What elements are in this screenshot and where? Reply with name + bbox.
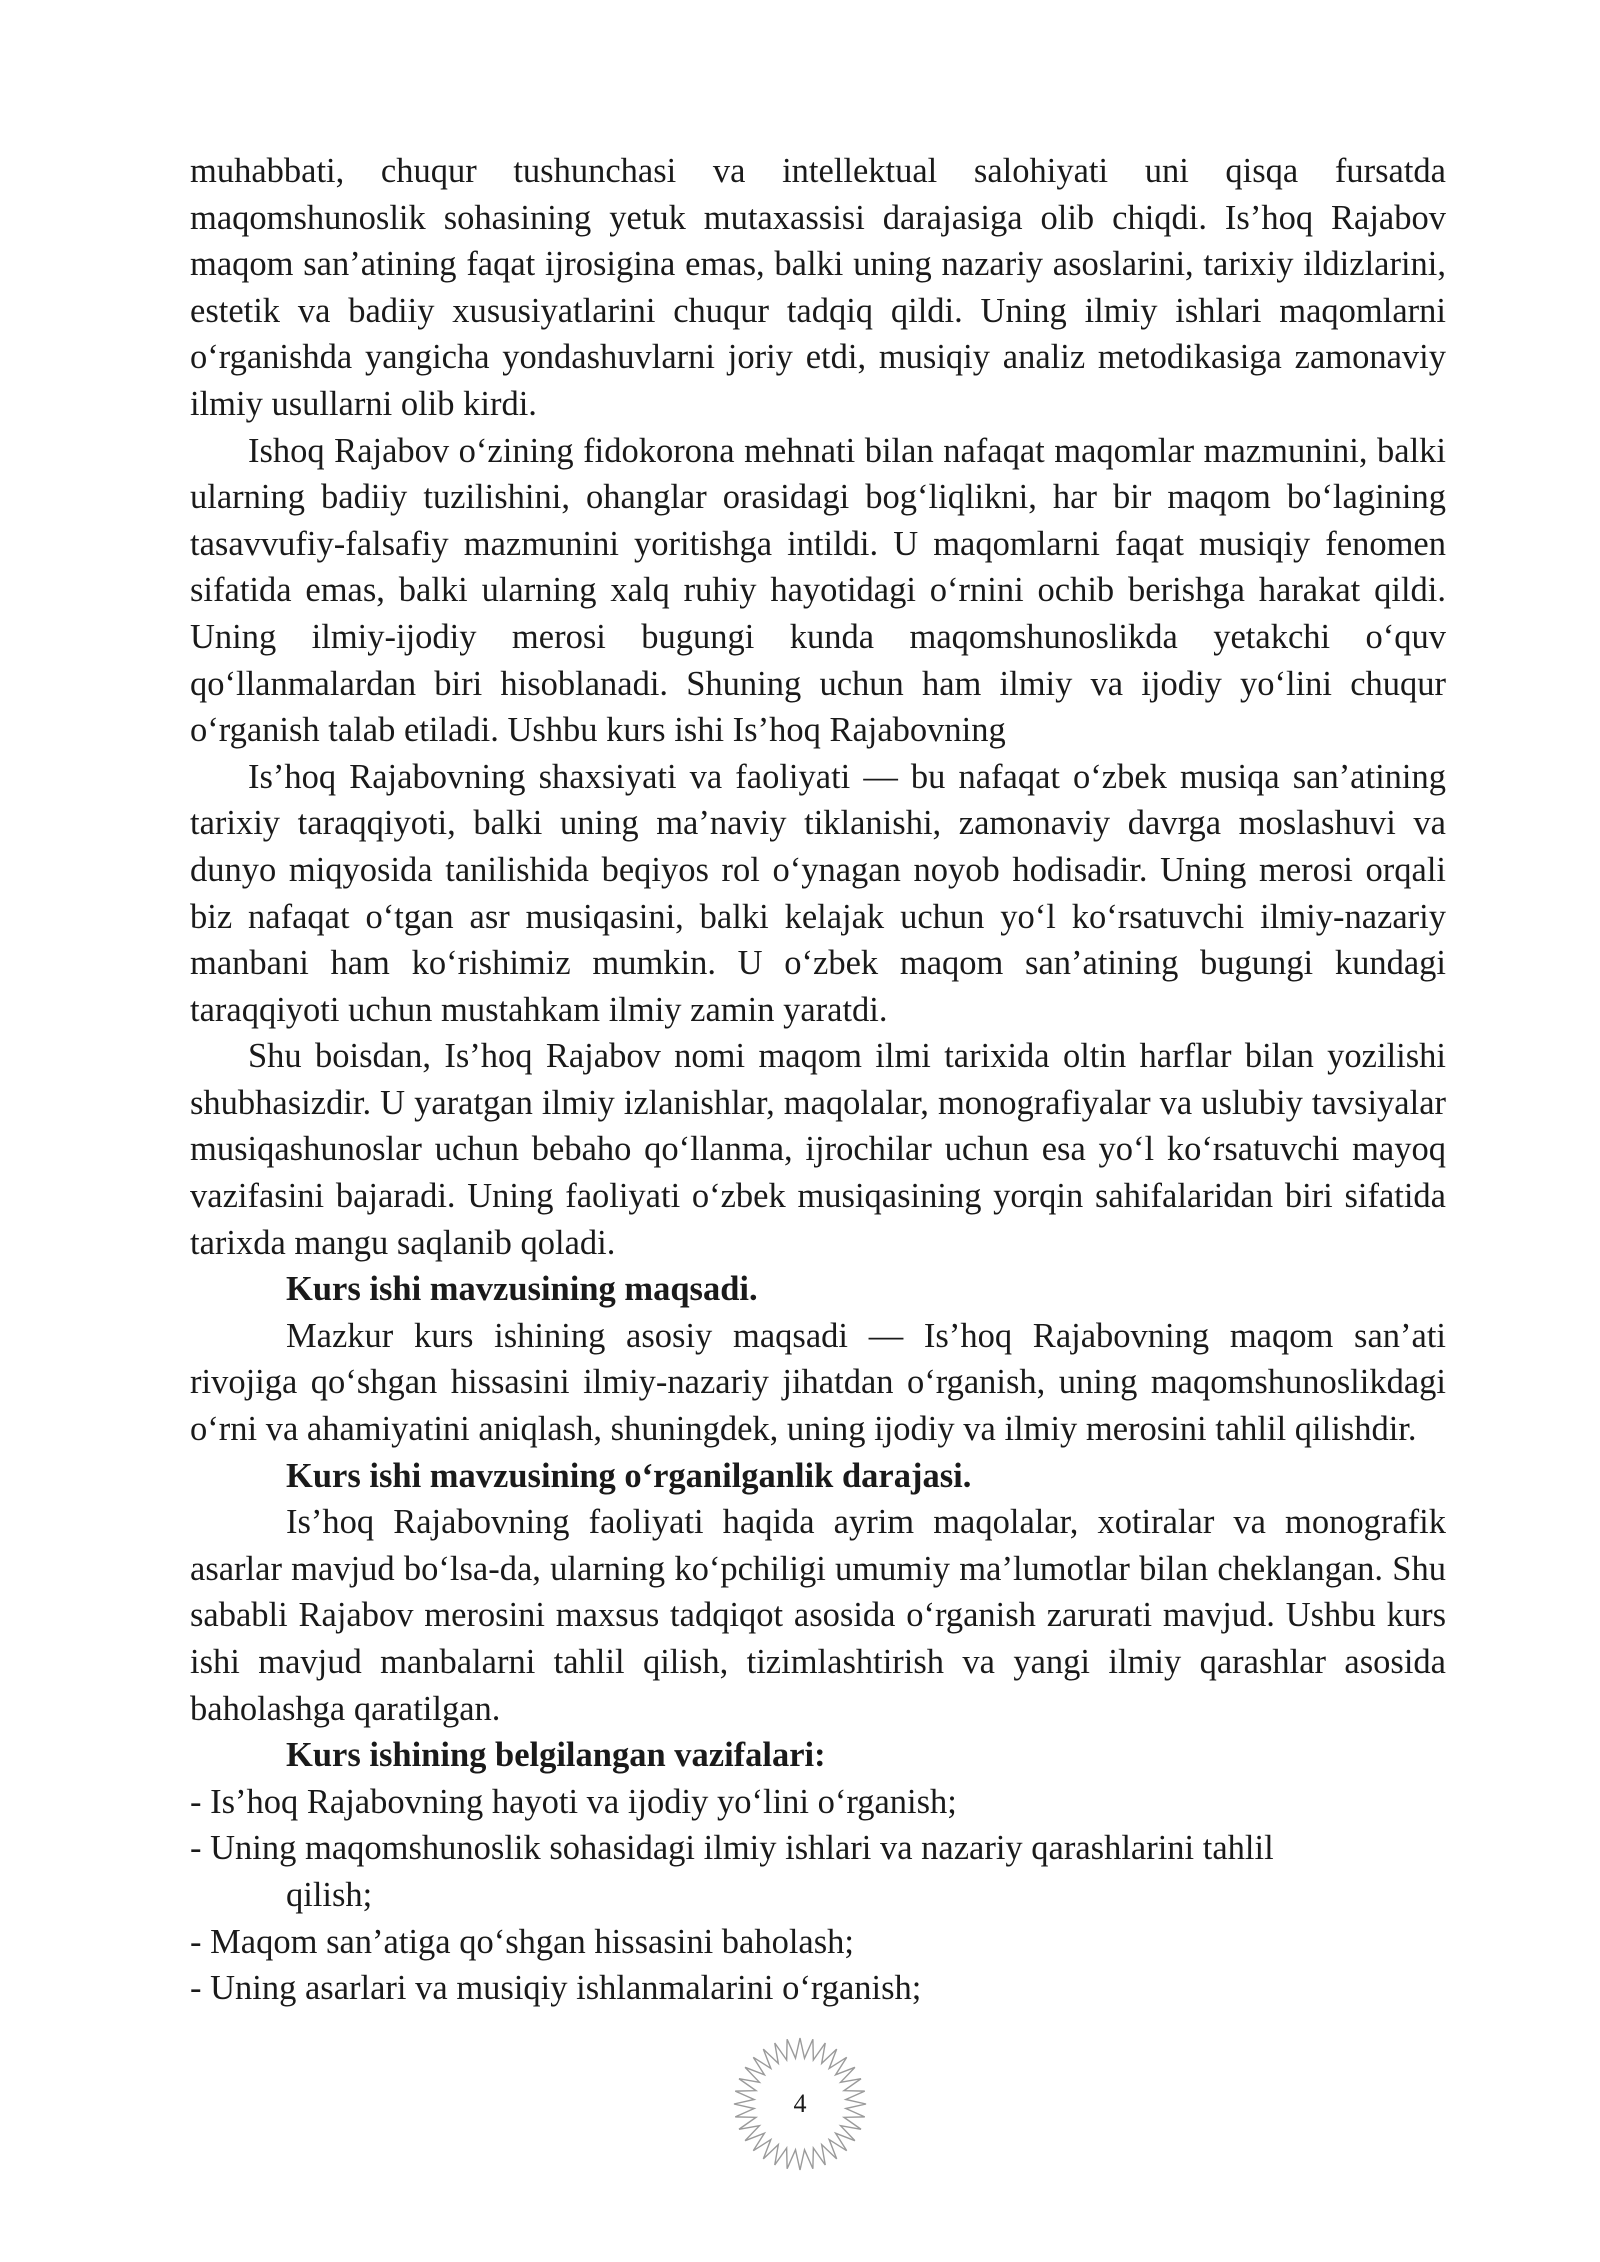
section-heading-tasks: Kurs ishining belgilangan vazifalari:: [286, 1736, 826, 1775]
section-text-purpose: Mazkur kurs ishining asosiy maqsadi — Is’hoq Rajabovning maqom san’ati rivojiga qo‘shgan hissasini ilmiy-nazariy jihatdan o‘rganish, uning maqomshunoslikdagi o‘rni va ahamiyatini aniqlash, shuningdek, uning ijodiy va ilmiy merosini tahlil qilishdir.: [190, 1316, 1446, 1449]
body-paragraph-1: muhabbati, chuqur tushunchasi va intellektual salohiyati uni qisqa fursatda maqomshunoslik sohasining yetuk mutaxassisi darajasiga olib chiqdi. Is’hoq Rajabov maqom san’atining faqat ijrosigina emas, balki uning nazariy asoslarini, tarixiy ildizlarini, estetik va badiiy xususiyatlarini chuqur tadqiq qildi. Uning ilmiy ishlari maqomlarni o‘rganishda yangicha yondashuvlarni joriy etdi, musiqiy analiz metodikasiga zamonaviy ilmiy usullarni olib kirdi.: [190, 152, 1446, 423]
page-number-badge: [730, 2034, 870, 2174]
document-page: [190, 148, 1446, 2012]
list-item-text: - Uning maqomshunoslik sohasidagi ilmiy ishlari va nazariy qarashlarini tahlil: [190, 1829, 1274, 1868]
list-item-text: - Maqom san’atiga qo‘shgan hissasini baholash;: [190, 1922, 855, 1961]
body-paragraph-3: Is’hoq Rajabovning shaxsiyati va faoliyati — bu nafaqat o‘zbek musiqa san’atining tarixiy taraqqiyoti, balki uning ma’naviy tiklanishi, zamonaviy davrga moslashuvi va dunyo miqyosida tanilishida beqiyos rol o‘ynagan noyob hodisadir. Uning merosi orqali biz nafaqat o‘tgan asr musiqasini, balki kelajak uchun yo‘l ko‘rsatuvchi ilmiy-nazariy manbani ham ko‘rishimiz mumkin. U o‘zbek maqom san’atining bugungi kundagi taraqqiyoti uchun mustahkam ilmiy zamin yaratdi.: [190, 757, 1446, 1029]
body-paragraph-2: Ishoq Rajabov o‘zining fidokorona mehnati bilan nafaqat maqomlar mazmunini, balki ularning badiiy tuzilishini, ohanglar orasidagi bog‘liqlikni, har bir maqom bo‘lagining tasavvufiy-falsafiy mazmunini yoritishga intildi. U maqomlarni faqat musiqiy fenomen sifatida emas, balki ularning xalq ruhiy hayotidagi o‘rnini ochib berishga harakat qildi. Uning ilmiy-ijodiy merosi bugungi kunda maqomshunoslikda yetakchi o‘quv qo‘llanmalardan biri hisoblanadi. Shuning uchun ham ilmiy va ijodiy yo‘lini chuqur o‘rganish talab etiladi. Ushbu kurs ishi Is’hoq Rajabovning: [190, 431, 1446, 750]
section-heading-study-level: Kurs ishi mavzusining o‘rganilganlik darajasi.: [286, 1456, 972, 1495]
list-item: [190, 1919, 1446, 1966]
section-heading-purpose: Kurs ishi mavzusining maqsadi.: [286, 1270, 758, 1309]
list-item-text: - Is’hoq Rajabovning hayoti va ijodiy yo‘lini o‘rganish;: [190, 1782, 957, 1821]
section-text-study-level: Is’hoq Rajabovning faoliyati haqida ayrim maqolalar, xotiralar va monografik asarlar mavjud bo‘lsa-da, ularning ko‘pchiligi umumiy ma’lumotlar bilan cheklangan. Shu sababli Rajabov merosini maxsus tadqiqot asosida o‘rganish zarurati mavjud. Ushbu kurs ishi mavjud manbalarni tahlil qilish, tizimlashtirish va yangi ilmiy qarashlar asosida baholashga qaratilgan.: [190, 1503, 1446, 1728]
body-paragraph-4: Shu boisdan, Is’hoq Rajabov nomi maqom ilmi tarixida oltin harflar bilan yozilishi shubhasizdir. U yaratgan ilmiy izlanishlar, maqolalar, monografiyalar va uslubiy tavsiyalar musiqashunoslar uchun bebaho qo‘llanma, ijrochilar uchun esa yo‘l ko‘rsatuvchi mayoq vazifasini bajaradi. Uning faoliyati o‘zbek musiqasining yorqin sahifalaridan biri sifatida tarixda mangu saqlanib qoladi.: [190, 1037, 1446, 1262]
list-item: [190, 1825, 1446, 1918]
tasks-list: [190, 1779, 1446, 2012]
list-item: [190, 1779, 1446, 1826]
page-number: 4: [793, 2089, 807, 2118]
list-item-continuation: qilish;: [286, 1875, 373, 1914]
list-item: [190, 1965, 1446, 2012]
list-item-text: - Uning asarlari va musiqiy ishlanmalarini o‘rganish;: [190, 1969, 922, 2008]
